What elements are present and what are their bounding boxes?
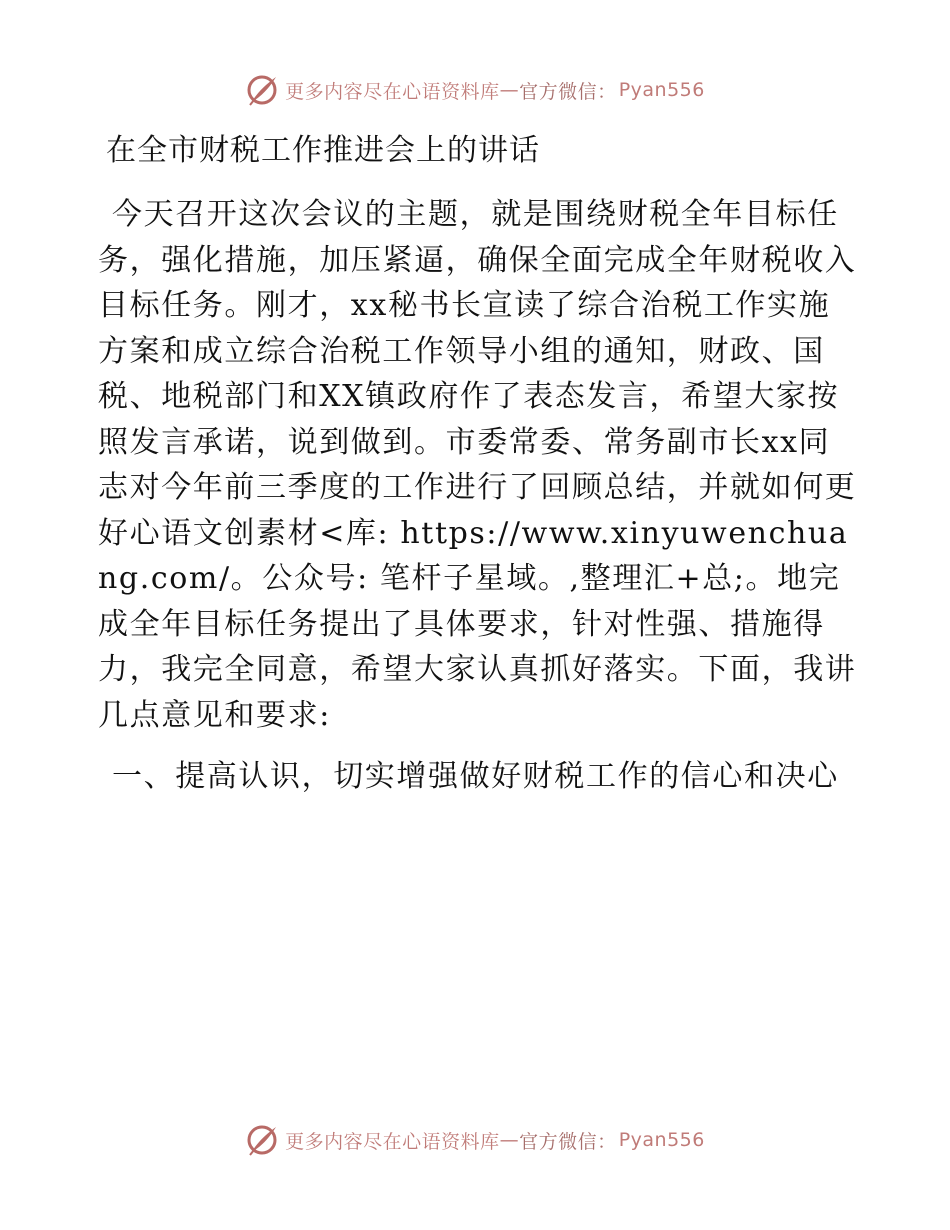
paragraph: 今天召开这次会议的主题，就是围绕财税全年目标任务，强化措施，加压紧逼，确保全面完成全年财税收入目标任务。刚才，xx秘书长宣读了综合治税工作实施方案和成立综合治税工作领导小组的通知，财政、国税、地税部门和XX镇政府作了表态发言，希望大家按照发言承诺，说到做到。市委常委、常务副市长xx同志对今年前三季度的工作进行了回顾总结，并就如何更好心语文创素材<库: https://www.xinyuwenchuang.com/。公众号: 笔杆子星域。,整理汇+总;。地完成全年目标任务提出了具体要求，针对性强、措施得力，我完全同意，希望大家认真抓好落实。下面，我讲几点意见和要求:: [98, 197, 857, 733]
banner-text: [285, 77, 705, 104]
banner-main-text: 更多内容尽在心语资料库: [285, 80, 500, 103]
banner-dash: —: [499, 79, 520, 101]
document-title: 在全市财税工作推进会上的讲话: [106, 133, 540, 168]
banner-main-text: 更多内容尽在心语资料库: [285, 1130, 500, 1153]
quill-circle-icon: [245, 73, 279, 107]
banner-text: [285, 1127, 705, 1154]
header-banner: [0, 70, 950, 110]
footer-banner: [0, 1120, 950, 1160]
banner-wechat-label: 官方微信：: [519, 1130, 617, 1153]
section-heading: 一、提高认识，切实增强做好财税工作的信心和决心: [112, 759, 839, 794]
banner-dash: —: [499, 1129, 520, 1151]
document-body: [98, 122, 858, 802]
banner-wechat-label: 官方微信：: [519, 80, 617, 103]
banner-wechat-id: Pyan556: [618, 1129, 705, 1151]
quill-circle-icon: [245, 1123, 279, 1157]
banner-wechat-id: Pyan556: [618, 79, 705, 101]
